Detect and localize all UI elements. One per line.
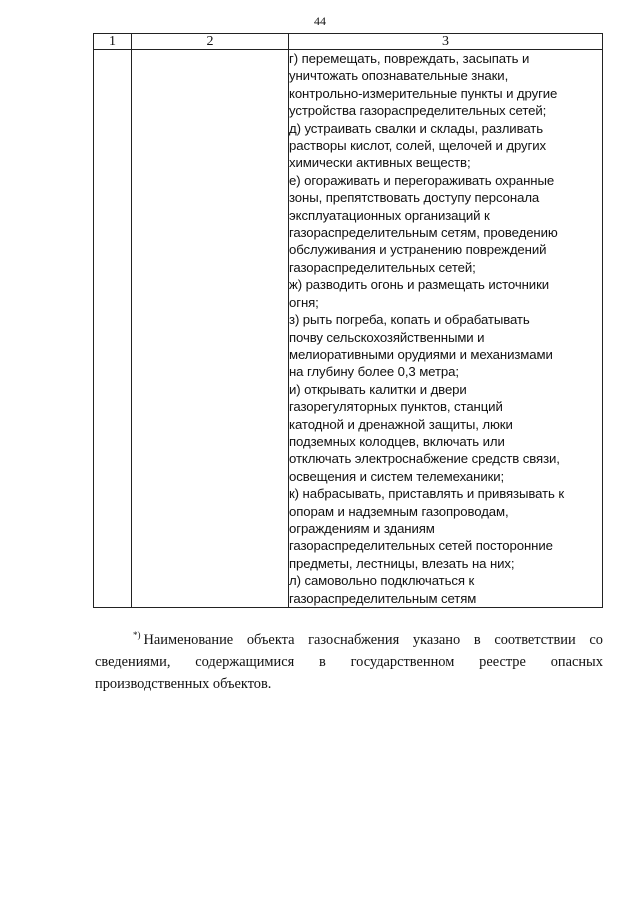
prohibition-line: почву сельскохозяйственными и — [289, 329, 485, 345]
prohibition-line: и) открывать калитки и двери — [289, 381, 467, 397]
table-cell-col2 — [132, 50, 289, 608]
prohibition-line: к) набрасывать, приставлять и привязывать к — [289, 486, 564, 502]
footnote-word: газоснабжения — [308, 632, 400, 648]
footnote-line-1 — [95, 629, 603, 651]
table-cell-prohibitions — [289, 50, 603, 608]
prohibition-line: газораспределительным сетям — [289, 590, 477, 606]
prohibition-line: на глубину более 0,3 метра; — [289, 364, 459, 380]
prohibition-line: предметы, лестницы, влезать на них; — [289, 555, 515, 571]
prohibition-line: обслуживания и устранению повреждений — [289, 242, 547, 258]
prohibition-line: ограждениям и зданиям — [289, 520, 435, 536]
prohibition-line: отключать электроснабжение средств связи, — [289, 451, 560, 467]
footnote — [95, 629, 603, 695]
prohibition-line: растворы кислот, солей, щелочей и других — [289, 138, 546, 154]
footnote-word: объекта — [246, 632, 295, 648]
footnote-word: реестре — [479, 654, 526, 670]
prohibition-line: газораспределительным сетям, проведению — [289, 225, 558, 241]
footnote-word: содержащимися — [195, 654, 295, 670]
prohibition-line: ж) разводить огонь и размещать источники — [289, 277, 550, 293]
footnote-word: указано — [412, 632, 461, 648]
prohibition-line: з) рыть погреба, копать и обрабатывать — [289, 312, 530, 328]
prohibition-line: л) самовольно подключаться к — [289, 573, 475, 589]
prohibition-line: химически активных веществ; — [289, 155, 471, 171]
footnote-word: в — [473, 632, 481, 648]
footnote-word: государственном — [350, 654, 455, 670]
footnote-word: соответствии — [494, 632, 576, 648]
prohibition-line: зоны, препятствовать доступу персонала — [289, 190, 540, 206]
document-table — [93, 33, 603, 608]
footnote-line-2 — [95, 651, 603, 673]
prohibition-line: газораспределительных сетей посторонние — [289, 538, 553, 554]
prohibition-line: д) устраивать свалки и склады, разливать — [289, 120, 543, 136]
footnote-word: в — [319, 654, 326, 670]
footnote-marker: *) — [133, 630, 141, 640]
prohibition-line: уничтожать опознавательные знаки, — [289, 68, 509, 84]
prohibition-line: опорам и надземным газопроводам, — [289, 503, 509, 519]
footnote-word: сведениями, — [95, 654, 171, 670]
footnote-word: со — [589, 632, 603, 648]
footnote-word: опасных — [550, 654, 603, 670]
prohibition-line: е) огораживать и перегораживать охранные — [289, 172, 555, 188]
prohibition-line: устройства газораспределительных сетей; — [289, 103, 547, 119]
prohibition-line: г) перемещать, повреждать, засыпать и — [289, 51, 530, 66]
table-cell-col1 — [94, 50, 132, 608]
table-row — [94, 50, 603, 608]
prohibition-line: контрольно-измерительные пункты и другие — [289, 85, 558, 101]
prohibition-line: газорегуляторных пунктов, станций — [289, 399, 503, 415]
page-number: 44 — [314, 14, 326, 28]
prohibition-line: освещения и систем телемеханики; — [289, 468, 505, 484]
prohibition-line: подземных колодцев, включать или — [289, 433, 505, 449]
column-header-2: 2 — [132, 34, 289, 50]
prohibition-line: мелиоративными орудиями и механизмами — [289, 346, 553, 362]
footnote-line-3: производственных объектов. — [95, 676, 272, 692]
prohibition-line: газораспределительных сетей; — [289, 259, 476, 275]
prohibition-line: катодной и дренажной защиты, люки — [289, 416, 513, 432]
column-header-3: 3 — [289, 34, 603, 50]
table-header-row — [94, 34, 603, 50]
prohibition-line: эксплуатационных организаций к — [289, 207, 490, 223]
column-header-1: 1 — [94, 34, 132, 50]
prohibition-line: огня; — [289, 294, 319, 310]
footnote-word: *) Наименование — [133, 630, 234, 648]
